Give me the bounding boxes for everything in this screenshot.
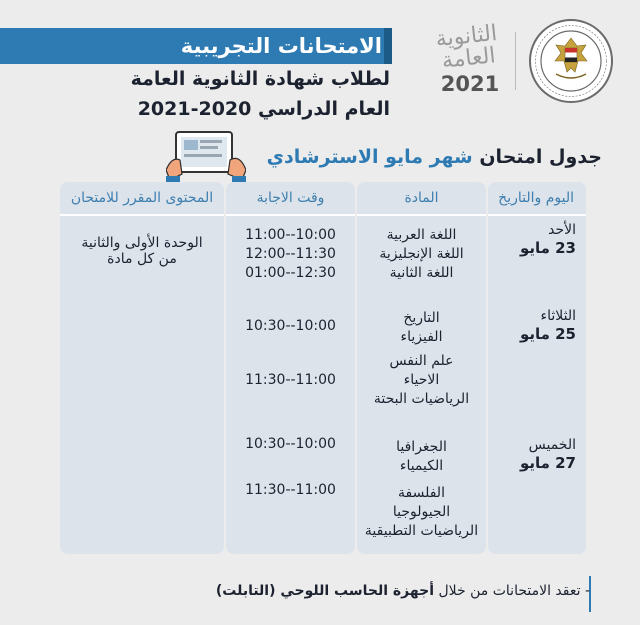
day-date: 23 مايو	[519, 239, 576, 257]
page-subtitle-year: العام الدراسي 2020-2021	[137, 98, 390, 120]
time-cell: 11:00--10:00	[245, 227, 336, 243]
column-subject	[357, 182, 486, 554]
column-header-day: اليوم والتاريخ	[488, 182, 586, 216]
day-name: الأحد	[548, 222, 576, 238]
title-banner-edge	[384, 28, 392, 64]
subject-cell: الجغرافيا	[396, 439, 447, 455]
subject-cell: الرياضيات البحتة	[373, 391, 470, 407]
schedule-heading-accent: شهر مايو الاسترشادي	[266, 146, 473, 168]
footnote-prefix: - تعقد الامتحانات من خلال	[438, 583, 590, 599]
column-header-time: وقت الاجابة	[226, 182, 355, 216]
day-name: الثلاثاء	[540, 308, 576, 324]
subject-cell: الرياضيات التطبيقية	[364, 523, 479, 539]
page-subtitle-students: لطلاب شهادة الثانوية العامة	[130, 68, 390, 90]
tablet-hands-icon	[166, 130, 246, 182]
content-cell-line1: الوحدة الأولى والثانية	[81, 235, 203, 251]
subject-cell: اللغة الإنجليزية	[379, 246, 464, 262]
schedule-heading-prefix: جدول امتحان	[479, 146, 602, 168]
subject-cell: التاريخ	[403, 310, 440, 326]
subject-cell: اللغة الثانية	[389, 265, 454, 281]
subject-cell: الفلسفة	[398, 485, 445, 501]
time-cell: 01:00--12:30	[245, 265, 336, 281]
column-exam-content	[60, 182, 224, 554]
column-header-content: المحتوى المقرر للامتحان	[60, 182, 224, 216]
footnote	[216, 583, 590, 599]
subject-cell: علم النفس	[389, 353, 454, 369]
day-date: 27 مايو	[519, 454, 576, 472]
column-day-date	[488, 182, 586, 554]
time-cell: 11:30--11:00	[245, 372, 336, 388]
subject-cell: اللغة العربية	[386, 227, 457, 243]
time-cell: 11:30--11:00	[245, 482, 336, 498]
ministry-seal-icon	[528, 18, 614, 104]
subject-cell: الفيزياء	[400, 329, 443, 345]
subject-cell: الكيمياء	[399, 458, 444, 474]
logo-year: 2021	[440, 72, 500, 96]
logo-divider	[515, 32, 516, 90]
subject-cell: الاحياء	[403, 372, 440, 388]
subject-cell: الجيولوجيا	[392, 504, 451, 520]
time-cell: 12:00--11:30	[245, 246, 336, 262]
time-cell: 10:30--10:00	[245, 436, 336, 452]
thanaweya-logo-script: الثانوية العامة	[434, 20, 499, 74]
day-name: الخميس	[528, 437, 576, 453]
schedule-heading	[267, 146, 602, 168]
content-cell-line2: من كل مادة	[107, 251, 177, 267]
time-cell: 10:30--10:00	[245, 318, 336, 334]
column-header-subject: المادة	[357, 182, 486, 216]
page-title: الامتحانات التجريبية	[180, 34, 382, 58]
day-date: 25 مايو	[519, 325, 576, 343]
footnote-bold: أجهزة الحاسب اللوحي (التابلت)	[215, 583, 435, 599]
column-answer-time	[226, 182, 355, 554]
